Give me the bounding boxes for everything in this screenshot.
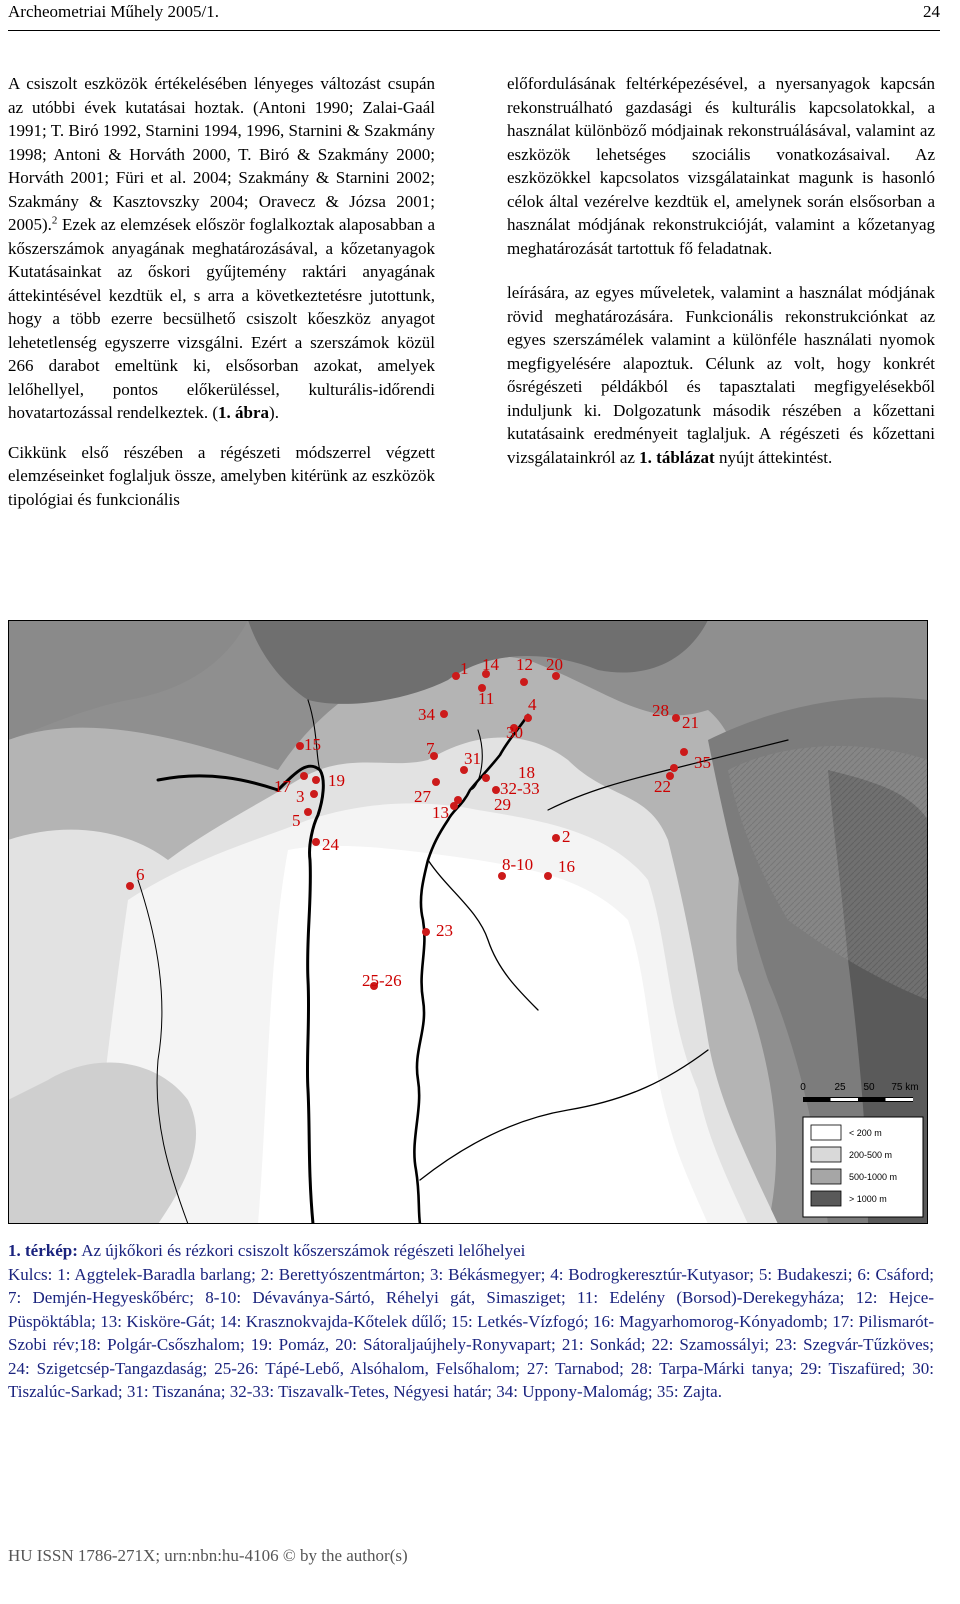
site-dot-27 [432, 778, 440, 786]
site-dot-1 [452, 672, 460, 680]
legend-label-hill: 200-500 m [849, 1150, 893, 1160]
site-dot-16 [544, 872, 552, 880]
site-label-16: 16 [558, 857, 575, 876]
legend-label-lowland: < 200 m [849, 1128, 882, 1138]
site-dot-15 [296, 742, 304, 750]
site-label-6: 6 [136, 865, 145, 884]
right-paragraph-1: előfordulásának feltérképezésével, a nyersanyagok kapcsán rekonstruálható gazdasági és kulturális kapcsolatokkal, a használat különböző módjainak rekonstruálásával, valamint az eszközök lehetséges szociális vonatkozásaival. Az eszközökkel kapcsolatos vizsgálatainkat magunk is hasonló célok által vezérelve kezdtük el, amelynek során elsősorban a használat módjának rekonstrukcióját, valamint a kőzetanyag meghatározását tartottuk fő feladatnak. [507, 74, 935, 258]
legend-swatch-hill [811, 1147, 841, 1162]
caption-title [8, 1239, 934, 1263]
site-label-21: 21 [682, 713, 699, 732]
site-label-30: 30 [506, 723, 523, 742]
site-dot-21 [680, 748, 688, 756]
caption-title-number: 1. térkép: [8, 1241, 78, 1260]
site-dot-24 [312, 838, 320, 846]
left-paragraph-2: Cikkünk első részében a régészeti módszerrel végzett elemzéseinket foglaljuk össze, amelyben kitérünk az eszközök tipológiai és funkcionális [8, 442, 435, 509]
scale-tick-25: 25 [834, 1082, 846, 1093]
site-label-13: 13 [432, 803, 449, 822]
site-dot-35 [670, 764, 678, 772]
site-label-35: 35 [694, 753, 711, 772]
scale-tick-0: 0 [800, 1082, 806, 1093]
site-label-12: 12 [516, 655, 533, 674]
footnote-marker[interactable]: 2 [51, 214, 58, 227]
left-column [8, 72, 435, 527]
site-dot-32-33 [492, 786, 500, 794]
site-label-4: 4 [528, 695, 537, 714]
site-dot-23 [422, 928, 430, 936]
site-label-1: 1 [460, 659, 469, 678]
caption-key: Kulcs: 1: Aggtelek-Baradla barlang; 2: Berettyószentmárton; 3: Békásmegyer; 4: Bodrogkeresztúr-Kutyasor; 5: Budakeszi; 6: Csáford; 7: Demjén-Hegyeskőbérc; 8-10: Dévaványa-Sártó, Réhelyi gát, Simasziget; 11: Edelény (Borsod)-Derekegyháza; 12: Hejce-Püspöktábla; 13: Kisköre-Gát; 14: Krasznokvajda-Kőtelek dűlő; 15: Letkés-Vízfogó; 16: Magyarhomorog-Kónyadomb; 17: Pilismarót-Szobi rév;18: Polgár-Csőszhalom; 19: Pomáz, 20: Sátoraljaújhely-Ronyvapart; 21: Sonkád; 22: Szamossályi; 23: Szegvár-Tűzköves; 24: Szigetcsép-Tangazdaság; 25-26: Tápé-Lebő, Alsóhalom, Felsőhalom; 27: Tarnabod; 28: Tarpa-Márki tanya; 29: Tiszafüred; 30: Tiszalúc-Sarkad; 31: Tiszanána; 32-33: Tiszavalk-Tetes, Négyesi határ; 34: Uppony-Malomág; 35: Zajta. [8, 1264, 934, 1401]
site-label-15: 15 [304, 735, 321, 754]
site-label-28: 28 [652, 701, 669, 720]
site-dot-17 [300, 772, 308, 780]
caption-title-text: Az újkőkori és rézkori csiszolt kőszerszámok régészeti lelőhelyei [81, 1241, 526, 1260]
legend-swatch-mountain [811, 1169, 841, 1184]
site-label-25-26: 25-26 [362, 971, 402, 990]
site-label-22: 22 [654, 777, 671, 796]
right-column [507, 72, 935, 485]
page-header [8, 0, 940, 32]
site-dot-18 [482, 774, 490, 782]
site-label-14: 14 [482, 655, 499, 674]
legend-label-mountain: 500-1000 m [849, 1172, 898, 1182]
table-reference-link[interactable]: 1. táblázat [639, 447, 715, 467]
map-caption [8, 1239, 934, 1404]
site-label-23: 23 [436, 921, 453, 940]
site-dot-6 [126, 882, 134, 890]
legend-swatch-lowland [811, 1125, 841, 1140]
site-dot-4 [524, 714, 532, 722]
left-paragraph-1-rest: Ezek az elemzések először foglalkoztak alaposabban a kőszerszámok anyagának meghatározásával, a kőzetanyagok Kutatásainkat az őskori gyűjtemény raktári anyagának áttekintésével kezdtük el, s arra a következtetésre jutottunk, hogy a több ezerre becsülhető csiszolt kőeszköz anyagot lehetetlenség egyszerre vizsgálni. Ezért a szerszámok közül 266 darabot emeltünk ki, elsősorban azokat, amelyek lelőhellyel, pontos előkerüléssel, kulturális-időrendi hovatartozással rendelkeztek. ( [8, 215, 436, 422]
site-label-31: 31 [464, 749, 481, 768]
scale-tick-50: 50 [863, 1082, 875, 1093]
site-label-2: 2 [562, 827, 571, 846]
legend-swatch-high-mountain [811, 1191, 841, 1206]
site-label-8-10: 8-10 [502, 855, 534, 874]
site-map-svg [8, 620, 928, 1224]
site-label-18: 18 [518, 763, 535, 782]
site-dot-13 [450, 802, 458, 810]
site-label-34: 34 [418, 705, 435, 724]
header-rule [8, 30, 940, 31]
site-dot-2 [552, 834, 560, 842]
right-paragraph-2-text: leírására, az egyes műveletek, valamint a használat módjának rövid meghatározására. Funkcionális rekonstrukciónkat az egyes szerszámélek valamint a különféle használati nyomok megfigyelésére alapoztuk. Célunk az volt, hogy konkrét ősrégészeti példákból és tapasztalati megfigyelésekből induljunk ki. Dolgozatunk második részében a kőzettani kutatásaink eredményeit taglaljuk. A régészeti és kőzettani vizsgálatainkról az [507, 283, 935, 467]
site-label-32-33: 32-33 [500, 779, 540, 798]
hills-southwest [8, 1063, 196, 1224]
site-dot-12 [520, 678, 528, 686]
figure-reference-link[interactable]: 1. ábra [218, 403, 270, 422]
site-dot-34 [440, 710, 448, 718]
site-dot-3 [310, 790, 318, 798]
site-dot-19 [312, 776, 320, 784]
journal-title: Archeometriai Műhely 2005/1. [8, 2, 220, 21]
scale-tick-75: 75 km [891, 1082, 919, 1093]
left-paragraph-1-end: ). [269, 403, 279, 422]
site-label-7: 7 [426, 739, 435, 758]
site-label-19: 19 [328, 771, 345, 790]
site-label-20: 20 [546, 655, 563, 674]
elevation-legend [803, 1117, 923, 1217]
site-dot-5 [304, 808, 312, 816]
site-label-5: 5 [292, 811, 301, 830]
page-footer: HU ISSN 1786-271X; urn:nbn:hu-4106 © by the author(s) [8, 1546, 408, 1565]
legend-label-high-mountain: > 1000 m [849, 1194, 887, 1204]
left-paragraph-1-text: A csiszolt eszközök értékelésében lényeges változást csupán az utóbbi évek kutatásai hoztak. (Antoni 1990; Zalai-Gaál 1991; T. Biró 1992, Starnini 1994, 1996, Starnini & Szakmány 1998; Antoni & Horváth 2000, T. Biró & Szakmány 2000; Horváth 2001; Füri et al. 2004; Szakmány & Starnini 2002; Szakmány & Kasztovszky 2004; Oravecz & Józsa 2001; 2005). [8, 74, 435, 234]
site-label-29: 29 [494, 795, 511, 814]
site-label-27: 27 [414, 787, 431, 806]
site-map [8, 620, 928, 1224]
page-number: 24 [923, 2, 940, 21]
right-paragraph-2-end: nyújt áttekintést. [718, 447, 833, 467]
left-paragraph-1 [8, 72, 435, 425]
site-label-24: 24 [322, 835, 339, 854]
site-label-3: 3 [296, 787, 305, 806]
site-label-17: 17 [274, 777, 291, 796]
site-label-11: 11 [478, 689, 495, 708]
right-paragraph-2 [507, 281, 935, 469]
site-dot-28 [672, 714, 680, 722]
